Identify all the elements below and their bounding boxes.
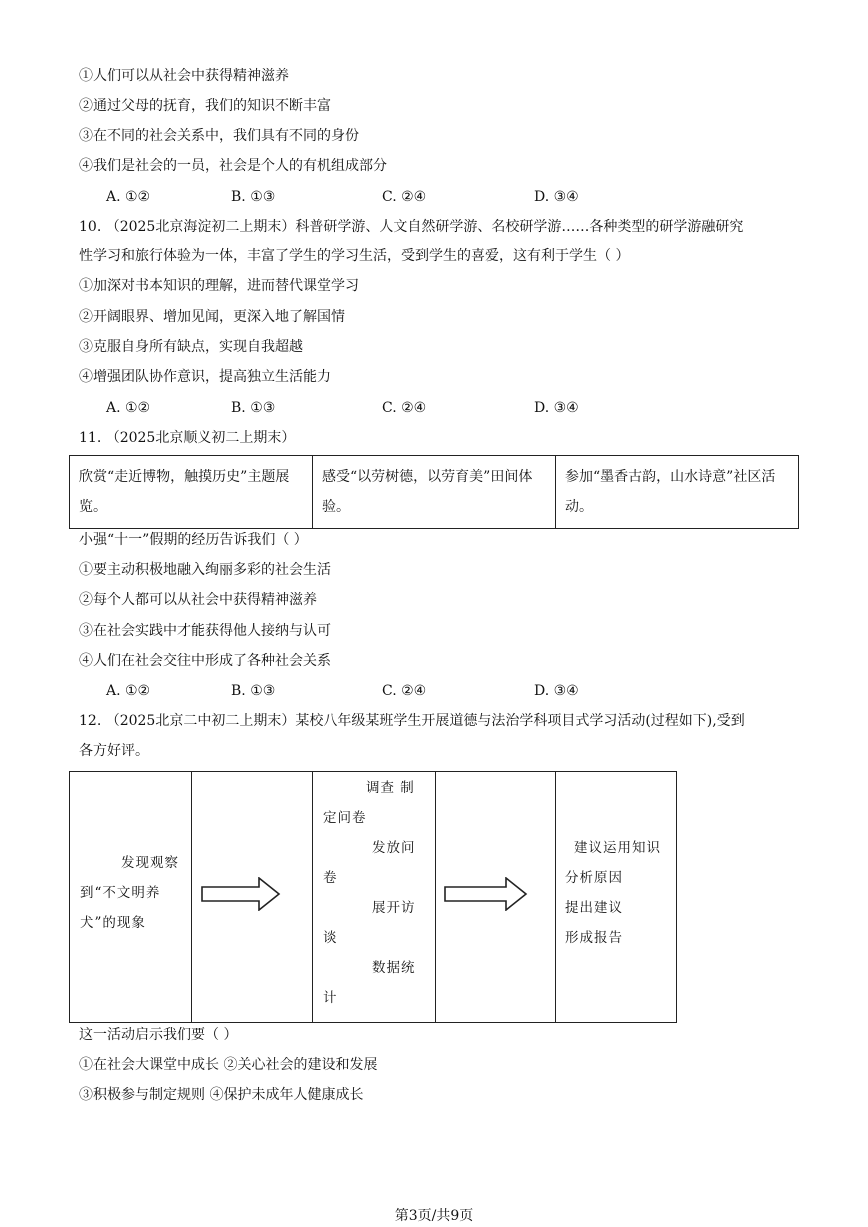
q12-items-line2: ③积极参与制定规则 ④保护未成年人健康成长 — [79, 1087, 364, 1103]
q12-question: 这一活动启示我们要（ ） — [79, 1027, 238, 1043]
q12-items-line1: ①在社会大课堂中成长 ②关心社会的建设和发展 — [79, 1057, 378, 1073]
q11-table-cell-3 — [556, 456, 799, 529]
q11-cell-3-line2: 动。 — [565, 499, 593, 515]
q10-option-b: B. ①③ — [231, 400, 276, 416]
flow-divider — [312, 772, 313, 1022]
flow-step2-line4: 卷 — [323, 870, 338, 886]
q12-stem-line2: 各方好评。 — [79, 743, 149, 759]
q11-cell-1-line2: 览。 — [79, 499, 107, 515]
q11-option-d: D. ③④ — [534, 683, 579, 699]
flow-step1-line1: 发现观察 — [121, 855, 179, 871]
flow-step3-line1: 建议运用知识 — [574, 840, 661, 856]
q9-item-2: ②通过父母的抚育，我们的知识不断丰富 — [79, 98, 331, 114]
right-arrow-icon — [444, 877, 528, 911]
flow-step3-line3: 提出建议 — [565, 900, 623, 916]
q9-option-d: D. ③④ — [534, 189, 579, 205]
q9-option-a: A. ①② — [106, 189, 151, 205]
q9-item-4: ④我们是社会的一员，社会是个人的有机组成部分 — [79, 158, 387, 174]
q10-item-4: ④增强团队协作意识，提高独立生活能力 — [79, 369, 331, 385]
q11-option-a: A. ①② — [106, 683, 151, 699]
flow-step3-line2: 分析原因 — [565, 870, 623, 886]
flow-step2-line3: 发放问 — [372, 840, 416, 856]
flow-step2-line2: 定问卷 — [323, 810, 367, 826]
q11-options — [106, 681, 626, 701]
q10-stem-line2: 性学习和旅行体验为一体，丰富了学生的学习生活，受到学生的喜爱，这有利于学生（ ） — [79, 248, 630, 264]
q11-cell-1-line1: 欣赏“走近博物，触摸历史”主题展 — [79, 469, 290, 485]
q9-item-1: ①人们可以从社会中获得精神滋养 — [79, 68, 289, 84]
flow-step2-line7: 数据统 — [372, 960, 416, 976]
flow-divider — [555, 772, 556, 1022]
flow-step2-line1: 调查 制 — [366, 780, 415, 796]
q10-stem-line1: 10. （2025北京海淀初二上期末）科普研学游、人文自然研学游、名校研学游……各种类型的研学游融研究 — [79, 219, 744, 235]
q11-cell-2-line1: 感受“以劳树德，以劳育美”田间体 — [322, 469, 533, 485]
q10-item-2: ②开阔眼界、增加见闻，更深入地了解国情 — [79, 309, 345, 325]
q11-cell-2-line2: 验。 — [322, 499, 350, 515]
q9-options — [106, 187, 626, 207]
q10-option-c: C. ②④ — [382, 400, 427, 416]
flow-step2-line5: 展开访 — [372, 900, 416, 916]
q11-option-c: C. ②④ — [382, 683, 427, 699]
q11-activity-table — [69, 455, 799, 529]
q9-item-3: ③在不同的社会关系中，我们具有不同的身份 — [79, 128, 359, 144]
q11-option-b: B. ①③ — [231, 683, 276, 699]
right-arrow-icon — [201, 877, 281, 911]
q9-option-b: B. ①③ — [231, 189, 276, 205]
flow-step3-line4: 形成报告 — [565, 930, 623, 946]
q11-item-4: ④人们在社会交往中形成了各种社会关系 — [79, 653, 331, 669]
q11-item-2: ②每个人都可以从社会中获得精神滋养 — [79, 592, 317, 608]
flow-divider — [191, 772, 192, 1022]
flow-step2-line8: 计 — [323, 990, 338, 1006]
q11-cell-3-line1: 参加“墨香古韵，山水诗意”社区活 — [565, 469, 776, 485]
q11-item-1: ①要主动积极地融入绚丽多彩的社会生活 — [79, 562, 331, 578]
q10-item-3: ③克服自身所有缺点，实现自我超越 — [79, 339, 303, 355]
page-footer: 第3页/共9页 — [394, 1208, 474, 1224]
q11-question: 小强“十一”假期的经历告诉我们（ ） — [79, 532, 308, 548]
q11-item-3: ③在社会实践中才能获得他人接纳与认可 — [79, 623, 331, 639]
q11-table-cell-2 — [313, 456, 556, 529]
q10-option-d: D. ③④ — [534, 400, 579, 416]
q10-option-a: A. ①② — [106, 400, 151, 416]
q12-process-flowchart — [69, 771, 677, 1023]
flow-step2-line6: 谈 — [323, 930, 338, 946]
q9-option-c: C. ②④ — [382, 189, 427, 205]
q11-table-cell-1 — [70, 456, 313, 529]
flow-step1-line3: 犬”的现象 — [80, 915, 146, 931]
q12-stem-line1: 12. （2025北京二中初二上期末）某校八年级某班学生开展道德与法治学科项目式学习活动(过程如下),受到 — [79, 713, 745, 729]
q10-item-1: ①加深对书本知识的理解，进而替代课堂学习 — [79, 278, 359, 294]
q10-options — [106, 398, 626, 418]
flow-step1-line2: 到“不文明养 — [80, 885, 161, 901]
q11-stem: 11. （2025北京顺义初二上期末） — [79, 430, 296, 446]
flow-divider — [435, 772, 436, 1022]
